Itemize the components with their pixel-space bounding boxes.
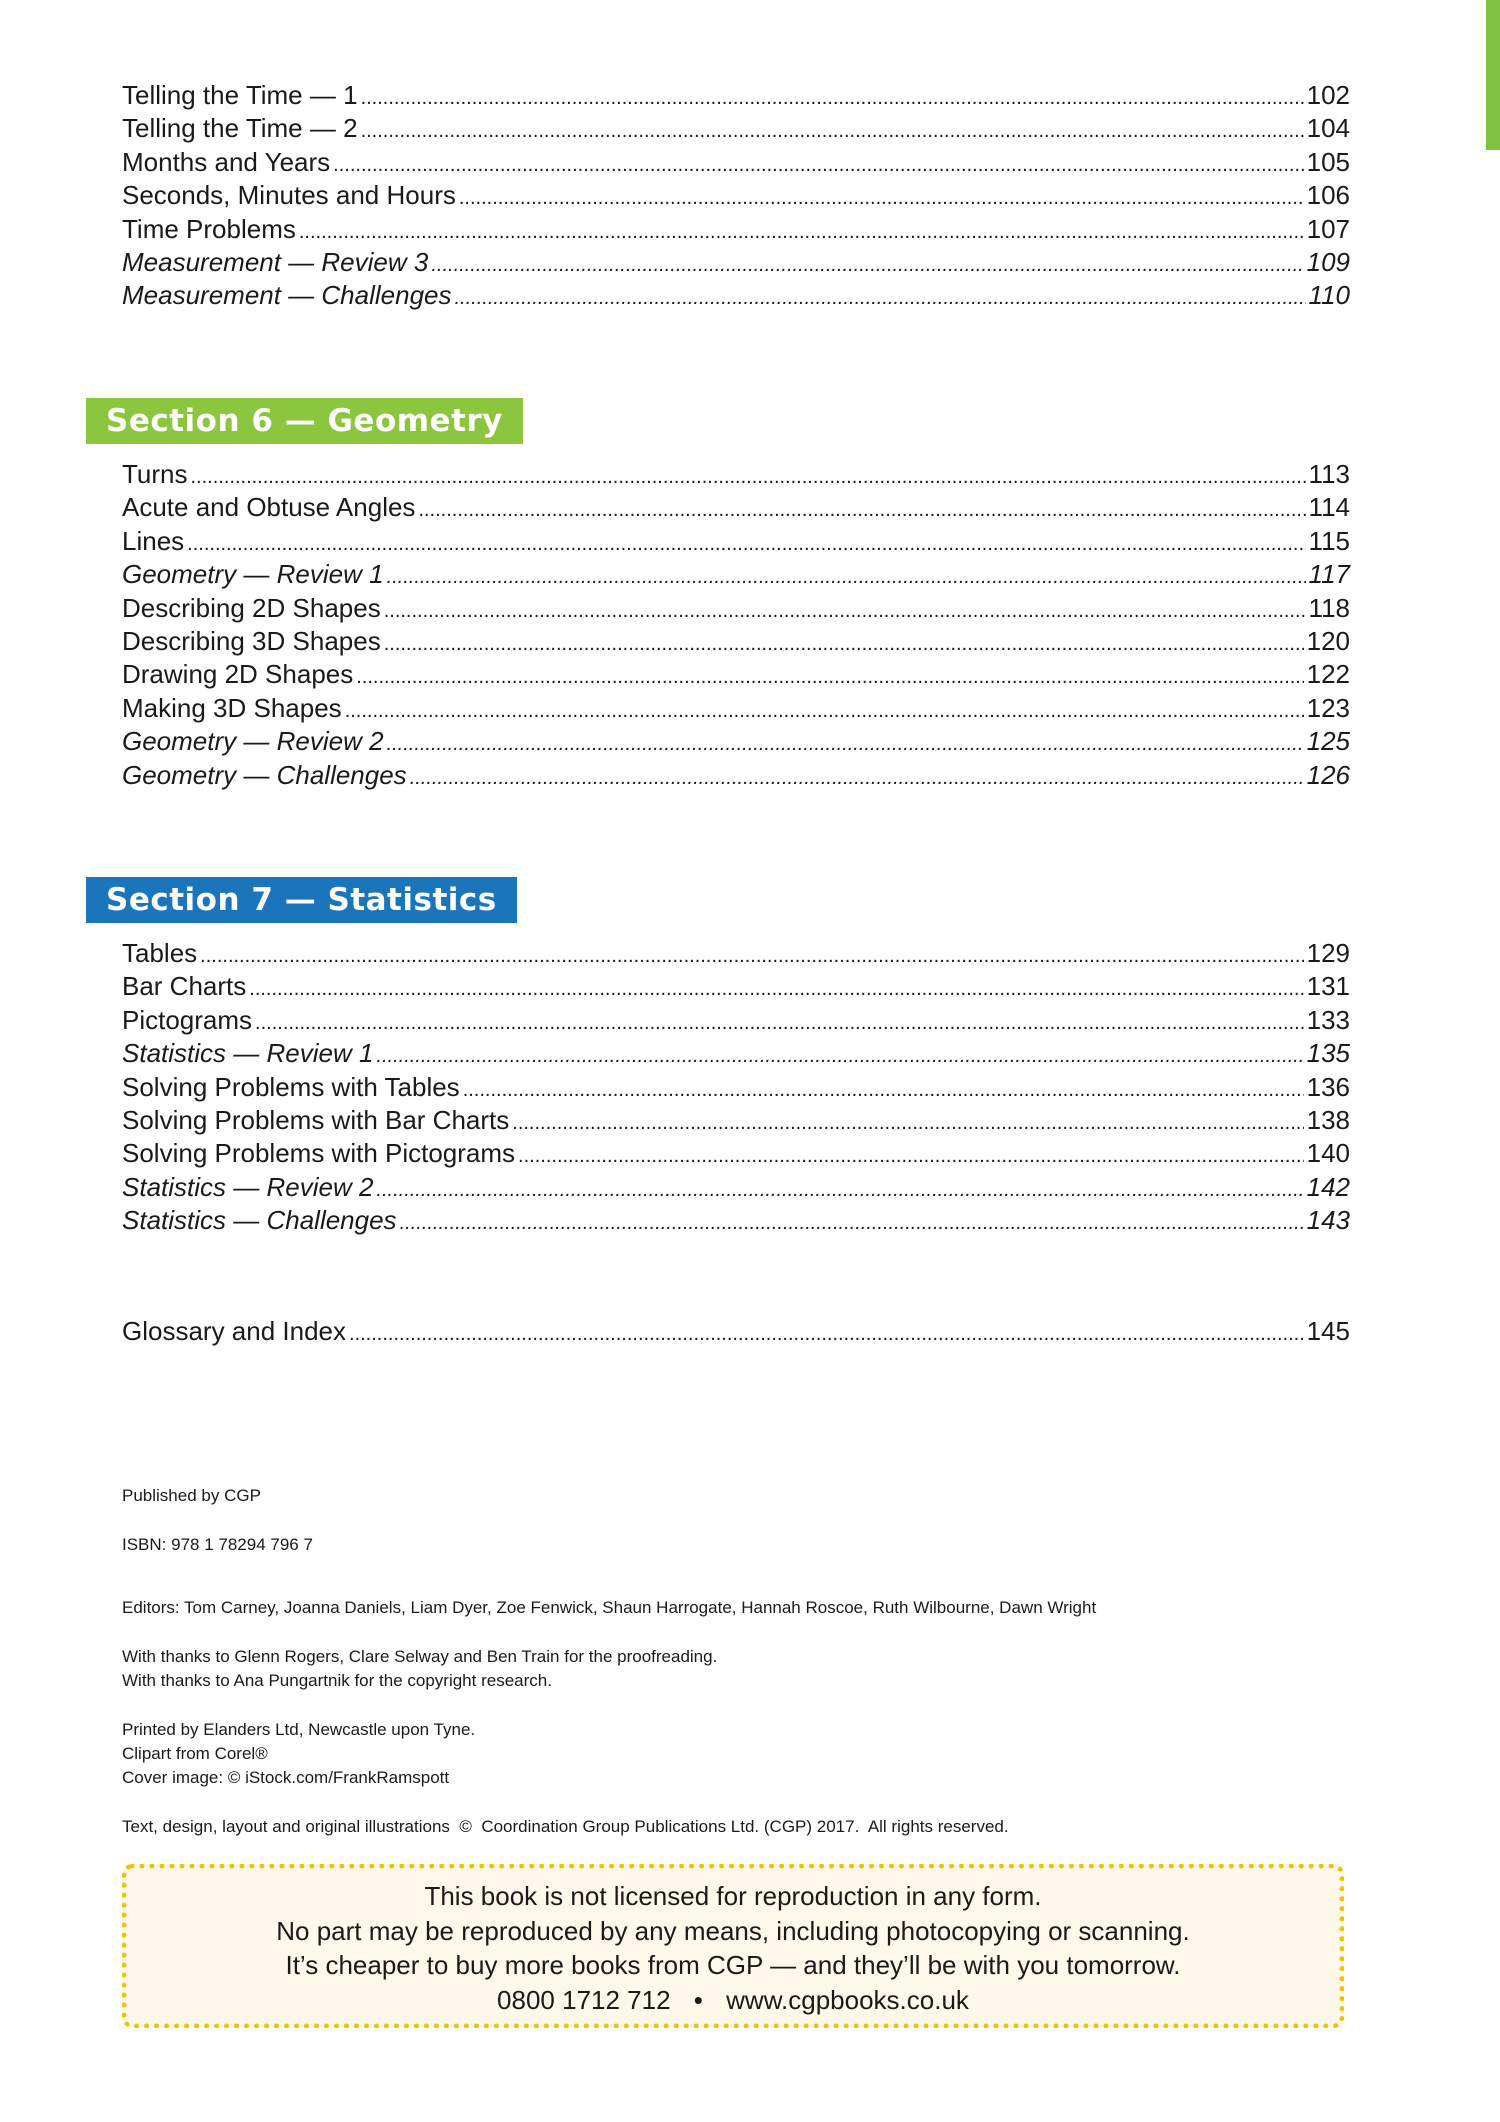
published-by: Published by CGP — [122, 1486, 261, 1505]
section-6-heading: Section 6 — Geometry — [86, 398, 523, 444]
toc-entry-title: Geometry — Review 1 — [122, 559, 384, 590]
toc-entry[interactable] — [122, 1037, 1350, 1070]
toc-entry[interactable] — [122, 146, 1350, 179]
toc-entry-title: Describing 3D Shapes — [122, 625, 381, 656]
toc-entry-page: 114 — [1308, 492, 1350, 523]
toc-entry-page: 120 — [1306, 625, 1350, 656]
toc-entry-title: Time Problems — [122, 213, 296, 244]
toc-entry-page: 110 — [1308, 280, 1350, 311]
bullet-separator: • — [693, 1984, 703, 2015]
toc-entry-page: 138 — [1306, 1104, 1350, 1135]
dot-leader — [387, 561, 1306, 594]
toc-entry[interactable] — [122, 213, 1350, 246]
dot-leader — [376, 1174, 1303, 1207]
toc-entry-page: 145 — [1306, 1316, 1350, 1346]
toc-entry[interactable] — [122, 458, 1350, 491]
toc-entry[interactable] — [122, 592, 1350, 625]
dot-leader — [356, 661, 1303, 694]
dot-leader — [418, 494, 1305, 527]
toc-entry[interactable] — [122, 1137, 1350, 1170]
dot-leader — [361, 82, 1304, 115]
toc-entry-page: 125 — [1306, 726, 1350, 757]
dot-leader — [361, 115, 1304, 148]
copyright-line: Text, design, layout and original illustrations © Coordination Group Publications Ltd. (CGP) 2017. All rights reserved. — [122, 1817, 1009, 1836]
toc-entry-page: 104 — [1306, 113, 1350, 144]
toc-entry-page: 135 — [1306, 1038, 1350, 1069]
toc-entry-page: 106 — [1306, 180, 1350, 211]
toc-entry-page: 109 — [1306, 246, 1350, 277]
toc-entry[interactable] — [122, 970, 1350, 1003]
toc-entry-title: Solving Problems with Bar Charts — [122, 1104, 510, 1135]
dot-leader — [410, 762, 1304, 795]
editors: Editors: Tom Carney, Joanna Daniels, Liam Dyer, Zoe Fenwick, Shaun Harrogate, Hannah Roscoe, Ruth Wilbourne, Dawn Wright — [122, 1598, 1097, 1617]
glossary-entry-block — [122, 1315, 1350, 1348]
toc-entry[interactable] — [122, 658, 1350, 691]
toc-entry-title: Solving Problems with Pictograms — [122, 1138, 516, 1169]
section-7-heading: Section 7 — Statistics — [86, 877, 517, 923]
toc-entry-page: 129 — [1306, 938, 1350, 968]
toc-entry-title: Statistics — Review 1 — [122, 1038, 374, 1069]
dot-leader — [518, 1140, 1304, 1173]
toc-entry[interactable] — [122, 1204, 1350, 1237]
dot-leader — [255, 1007, 1304, 1040]
toc-entry-page: 122 — [1306, 659, 1350, 690]
dot-leader — [400, 1207, 1304, 1240]
toc-entry-page: 131 — [1306, 971, 1350, 1002]
dot-leader — [376, 1040, 1303, 1073]
toc-entry[interactable] — [122, 491, 1350, 524]
toc-entry-title: Measurement — Review 3 — [122, 246, 429, 277]
toc-entry[interactable] — [122, 692, 1350, 725]
cover-image-credit: Cover image: © iStock.com/FrankRamspott — [122, 1768, 450, 1787]
toc-entry-title: Describing 2D Shapes — [122, 592, 381, 623]
licence-notice-box — [122, 1864, 1344, 2028]
dot-leader — [384, 595, 1306, 628]
toc-entry-title: Solving Problems with Tables — [122, 1071, 460, 1102]
toc-entry[interactable] — [122, 1104, 1350, 1137]
toc-entry[interactable] — [122, 1171, 1350, 1204]
notice-contact-line — [127, 1983, 1339, 2018]
toc-entry-title: Statistics — Review 2 — [122, 1171, 374, 1202]
toc-entry-title: Bar Charts — [122, 971, 247, 1002]
dot-leader — [191, 461, 1306, 494]
dot-leader — [187, 528, 1305, 561]
dot-leader — [384, 628, 1304, 661]
printed-by: Printed by Elanders Ltd, Newcastle upon Tyne. — [122, 1720, 476, 1739]
statistics-toc-list — [122, 937, 1350, 1238]
toc-entry[interactable] — [122, 279, 1350, 312]
measurement-toc-list — [122, 79, 1350, 313]
toc-entry-title: Pictograms — [122, 1004, 253, 1035]
thanks-proofreading: With thanks to Glenn Rogers, Clare Selway and Ben Train for the proofreading. — [122, 1647, 718, 1666]
thanks-copyright: With thanks to Ana Pungartnik for the copyright research. — [122, 1671, 552, 1690]
clipart-credit: Clipart from Corel® — [122, 1744, 268, 1763]
toc-entry-title: Seconds, Minutes and Hours — [122, 180, 456, 211]
toc-entry[interactable] — [122, 179, 1350, 212]
toc-entry-title: Turns — [122, 459, 188, 489]
phone-number: 0800 1712 712 — [497, 1984, 671, 2015]
dot-leader — [249, 973, 1303, 1006]
toc-entry[interactable] — [122, 759, 1350, 792]
toc-entry-title: Tables — [122, 938, 198, 968]
toc-entry-title: Telling the Time — 1 — [122, 80, 358, 110]
toc-entry-page: 143 — [1306, 1205, 1350, 1236]
dot-leader — [200, 940, 1303, 973]
toc-entry-title: Lines — [122, 525, 185, 556]
toc-entry[interactable] — [122, 558, 1350, 591]
toc-entry-page: 123 — [1306, 692, 1350, 723]
toc-entry[interactable] — [122, 937, 1350, 970]
toc-entry-title: Drawing 2D Shapes — [122, 659, 354, 690]
toc-entry[interactable] — [122, 112, 1350, 145]
toc-entry[interactable] — [122, 525, 1350, 558]
dot-leader — [299, 216, 1304, 249]
toc-entry[interactable] — [122, 1071, 1350, 1104]
toc-entry-page: 118 — [1308, 592, 1350, 623]
toc-entry-title: Making 3D Shapes — [122, 692, 342, 723]
toc-entry-page: 142 — [1306, 1171, 1350, 1202]
toc-entry[interactable] — [122, 246, 1350, 279]
toc-entry-page: 115 — [1308, 525, 1350, 556]
toc-entry-title: Statistics — Challenges — [122, 1205, 397, 1236]
notice-line-1: This book is not licensed for reproduction in any form. — [424, 1881, 1042, 1911]
toc-entry-title: Measurement — Challenges — [122, 280, 452, 311]
toc-entry-page: 105 — [1306, 146, 1350, 177]
toc-entry-title: Telling the Time — 2 — [122, 113, 358, 144]
toc-entry[interactable] — [122, 79, 1350, 112]
notice-line-3: It’s cheaper to buy more books from CGP — and they’ll be with you tomorrow. — [285, 1950, 1181, 1980]
notice-line-2: No part may be reproduced by any means, including photocopying or scanning. — [276, 1915, 1190, 1946]
website-link[interactable]: www.cgpbooks.co.uk — [726, 1984, 969, 2015]
isbn: ISBN: 978 1 78294 796 7 — [122, 1535, 313, 1554]
edge-color-tab — [1486, 0, 1500, 150]
toc-entry-title: Geometry — Review 2 — [122, 726, 384, 757]
toc-entry-page: 107 — [1306, 213, 1350, 244]
toc-entry-page: 126 — [1306, 759, 1350, 790]
toc-entry-page: 136 — [1306, 1071, 1350, 1102]
dot-leader — [459, 182, 1304, 215]
toc-entry[interactable] — [122, 1004, 1350, 1037]
toc-entry-title: Acute and Obtuse Angles — [122, 492, 416, 523]
dot-leader — [333, 149, 1303, 182]
toc-entry-title: Glossary and Index — [122, 1316, 347, 1346]
toc-entry-title: Months and Years — [122, 146, 331, 177]
toc-entry[interactable] — [122, 625, 1350, 658]
toc-entry-page: 140 — [1306, 1138, 1350, 1169]
toc-entry-page: 113 — [1308, 459, 1350, 489]
toc-entry[interactable] — [122, 725, 1350, 758]
dot-leader — [387, 728, 1304, 761]
toc-entry-page: 117 — [1308, 559, 1350, 590]
geometry-toc-list — [122, 458, 1350, 792]
dot-leader — [345, 695, 1304, 728]
toc-entry-glossary[interactable] — [122, 1315, 1350, 1348]
toc-entry-page: 102 — [1306, 80, 1350, 110]
toc-entry-page: 133 — [1306, 1004, 1350, 1035]
dot-leader — [431, 249, 1303, 282]
dot-leader — [512, 1107, 1303, 1140]
dot-leader — [349, 1318, 1304, 1351]
dot-leader — [463, 1074, 1304, 1107]
dot-leader — [455, 282, 1306, 315]
toc-entry-title: Geometry — Challenges — [122, 759, 407, 790]
